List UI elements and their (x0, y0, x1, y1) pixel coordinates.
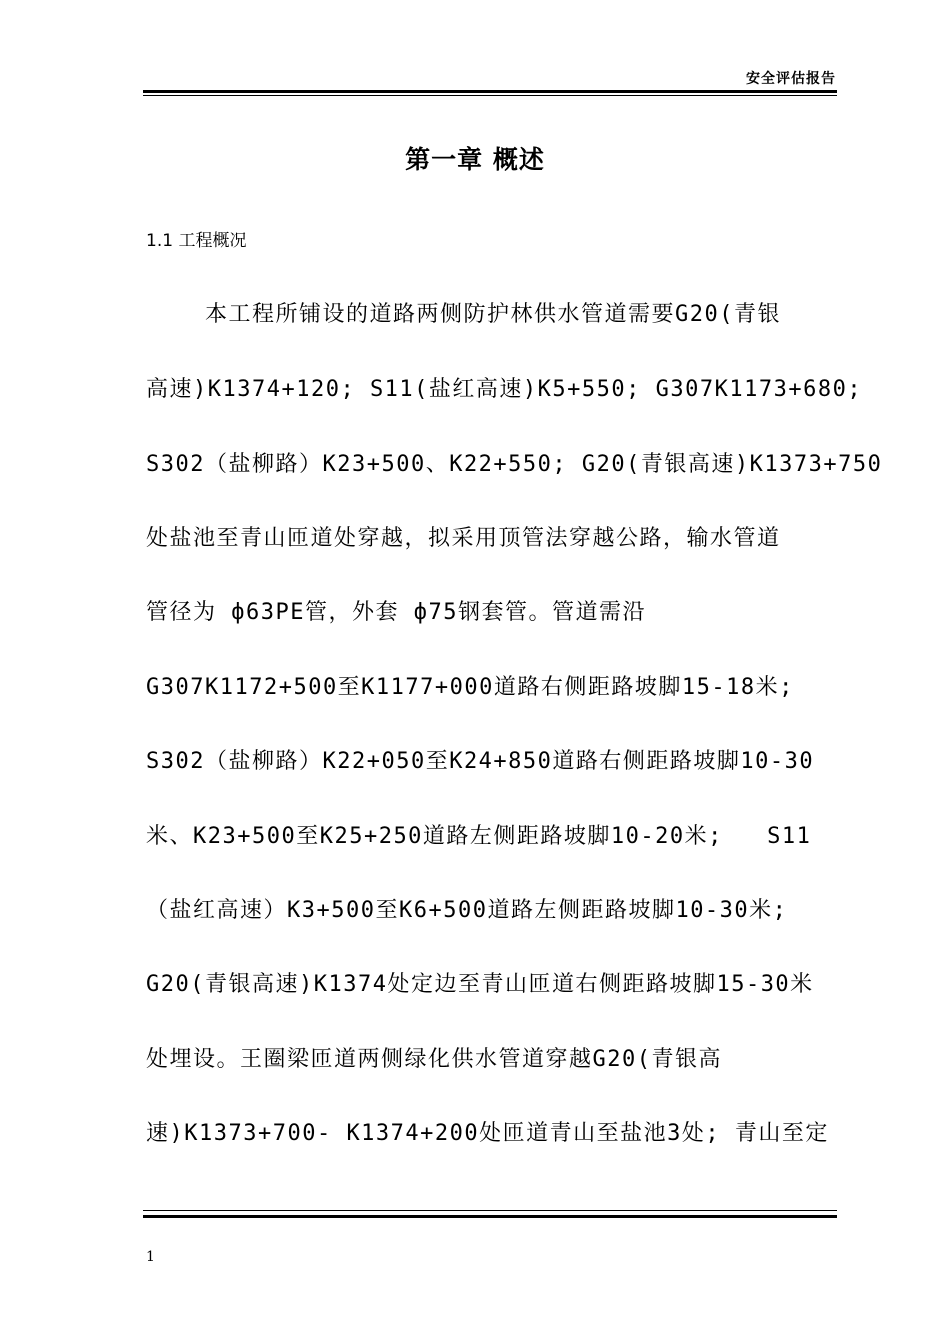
header-rule-thick (143, 90, 837, 93)
header-title: 安全评估报告 (746, 71, 836, 87)
body-line: 米、K23+500至K25+250道路左侧距路坡脚10-20米; S11 (146, 824, 812, 849)
body-line: 速)K1373+700- K1374+200处匝道青山至盐池3处; 青山至定 (146, 1121, 829, 1146)
chapter-title: 第一章 概述 (405, 145, 545, 174)
footer-rule-thick (143, 1215, 837, 1218)
header-rule-thin (143, 95, 837, 96)
page-number: 1 (146, 1249, 155, 1265)
body-line: S302（盐柳路）K23+500、K22+550; G20(青银高速)K1373+750 (146, 452, 883, 477)
body-line: 管径为 ф63PE管，外套 ф75钢套管。管道需沿 (146, 600, 646, 625)
body-line: G20(青银高速)K1374处定边至青山匝道右侧距路坡脚15-30米 (146, 972, 814, 997)
body-line: 高速)K1374+120; S11(盐红高速)K5+550; G307K1173+680; (146, 377, 863, 402)
body-line: 处盐池至青山匝道处穿越，拟采用顶管法穿越公路，输水管道 (146, 526, 781, 551)
body-line: 本工程所铺设的道路两侧防护林供水管道需要G20(青银 (146, 302, 781, 327)
body-line: S302（盐柳路）K22+050至K24+850道路右侧距路坡脚10-30 (146, 749, 815, 774)
section-heading: 1.1 工程概况 (146, 231, 247, 251)
body-line: 处埋设。王圈梁匝道两侧绿化供水管道穿越G20(青银高 (146, 1047, 722, 1072)
footer-rule-thin (143, 1210, 837, 1211)
body-line: （盐红高速）K3+500至K6+500道路左侧距路坡脚10-30米; (146, 898, 788, 923)
body-line: G307K1172+500至K1177+000道路右侧距路坡脚15-18米; (146, 675, 794, 700)
